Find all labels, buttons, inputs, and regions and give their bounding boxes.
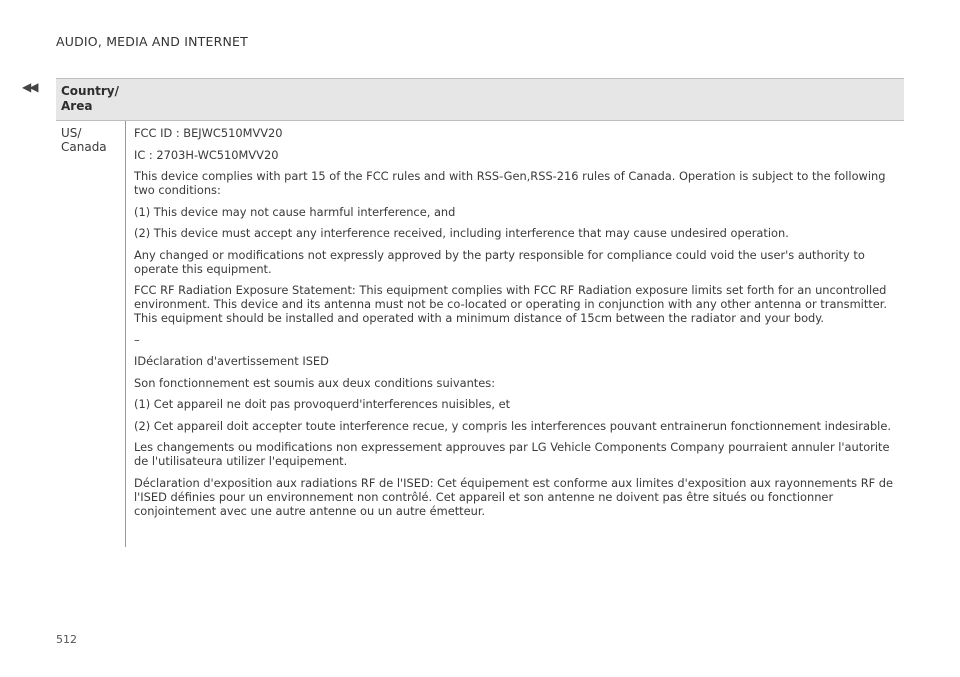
ised-condition-2: (2) Cet appareil doit accepter toute interference recue, y compris les interferences pouvant entrainerun fonctionnement indesirable.: [134, 418, 891, 433]
column-header-country: Country/ Area: [61, 84, 119, 113]
ised-condition-1: (1) Cet appareil ne doit pas provoquerd'interferences nuisibles, et: [134, 397, 511, 411]
ic-id-line: IC : 2703H-WC510MVV20: [134, 147, 279, 162]
separator-dash: –: [134, 332, 140, 347]
regulatory-table: [56, 78, 904, 518]
fcc-id-line: FCC ID : BEJWC510MVV20: [134, 126, 283, 140]
page-number: 512: [56, 633, 77, 646]
column-divider: [125, 121, 126, 547]
fcc-compliance-paragraph: This device complies with part 15 of the FCC rules and with RSS-Gen,RSS-216 rules of Canada. Operation is subject to the following two conditions:: [134, 169, 886, 197]
condition-2: (2) This device must accept any interference received, including interference that may cause undesired operation.: [134, 226, 789, 240]
modifications-warning: Any changed or modifications not expressly approved by the party responsible for compliance could void the user's authority to operate this equipment.: [134, 247, 865, 276]
ised-conditions-intro: Son fonctionnement est soumis aux deux conditions suivantes:: [134, 375, 496, 390]
ised-rf-exposure-statement: Déclaration d'exposition aux radiations RF de l'ISED: Cet équipement est conforme aux limites d'exposition aux rayonnements RF de l'ISED définies pour un environnement non contrôlé. Cet appareil et son antenne ne doivent pas être situés ou fonctionner conjointement avec une autre antenne ou un autre émetteur.: [134, 475, 894, 518]
back-chevron-icon[interactable]: ◀◀: [22, 80, 37, 94]
compliance-text-cell: [134, 126, 902, 525]
table-header: [56, 78, 904, 121]
condition-1: (1) This device may not cause harmful interference, and: [134, 204, 456, 219]
section-title: AUDIO, MEDIA AND INTERNET: [56, 34, 248, 49]
ised-modifications-warning: Les changements ou modifications non expressement approuves par LG Vehicle Components Company pourraient annuler l'autorite de l'utilisateura utilizer l'equipement.: [134, 440, 890, 468]
rf-exposure-statement: FCC RF Radiation Exposure Statement: This equipment complies with FCC RF Radiation exposure limits set forth for an uncontrolled environment. This device and its antenna must not be co-located or operating in conjunction with any other antenna or transmitter. This equipment should be installed and operated with a minimum distance of 15cm between the radiator and your body.: [134, 283, 888, 325]
ised-warning-title: IDéclaration d'avertissement ISED: [134, 354, 329, 368]
country-cell: US/ Canada: [61, 126, 107, 154]
